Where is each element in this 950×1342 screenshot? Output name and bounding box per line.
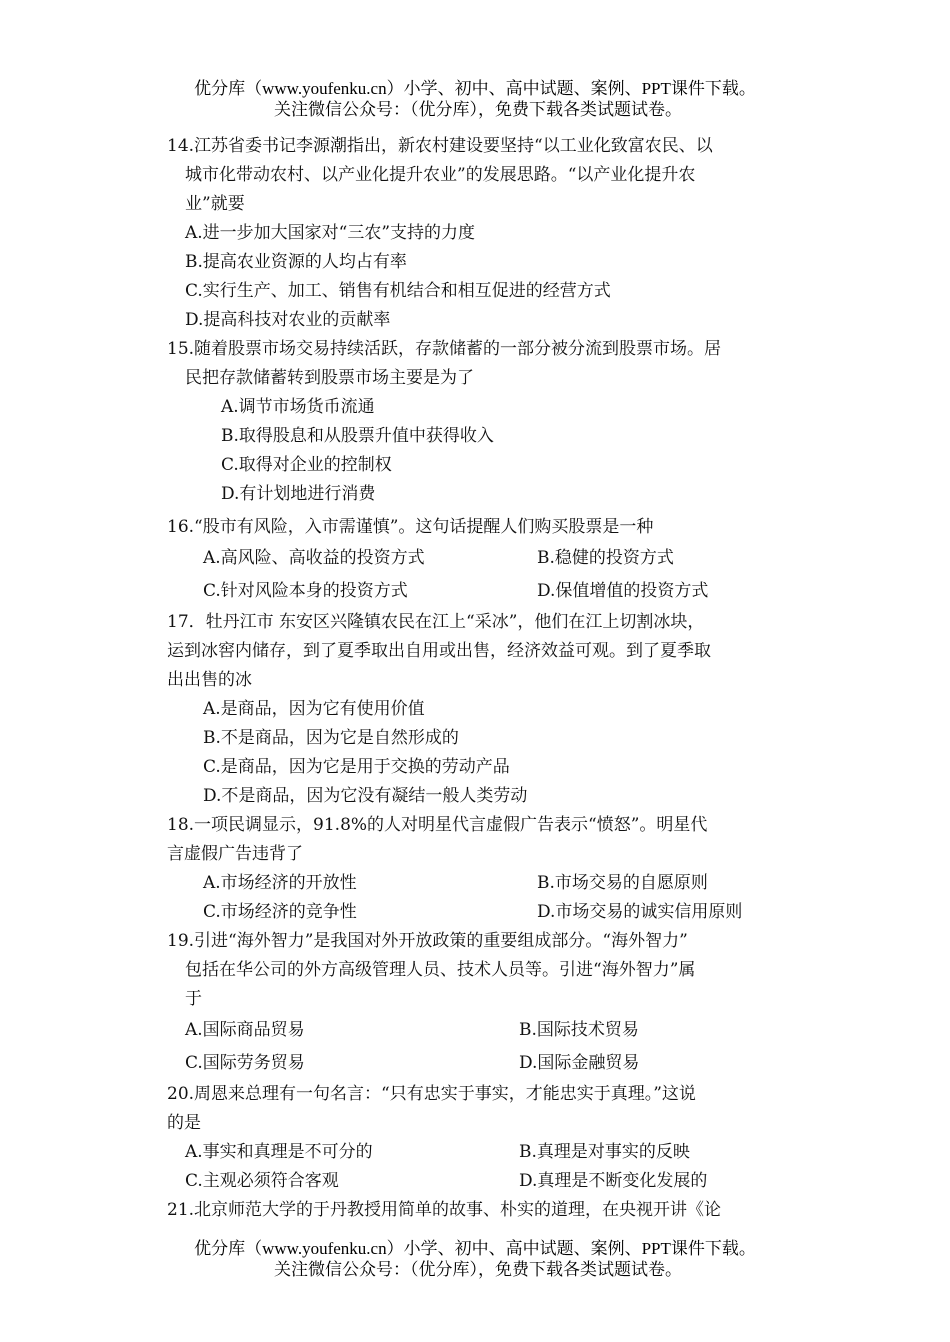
question-16-stem-line: 16.“股市有风险，入市需谨慎”。这句话提醒人们购买股票是一种 — [167, 517, 654, 537]
question-18-options-row — [167, 898, 792, 927]
footer-line-1: 优分库（www.youfenku.cn）小学、初中、高中试题、案例、PPT课件下载。 — [194, 1239, 756, 1258]
question-14-option-c: C.实行生产、加工、销售有机结合和相互促进的经营方式 — [185, 281, 611, 301]
question-14 — [167, 132, 792, 335]
question-14-stem-line: 14.江苏省委书记李源潮指出，新农村建设要坚持“以工业化致富农民、以 — [167, 136, 713, 156]
question-20-option-a: A.事实和真理是不可分的 — [185, 1142, 373, 1162]
question-15-option-d: D.有计划地进行消费 — [221, 484, 376, 504]
question-16-option-d: D.保值增值的投资方式 — [537, 581, 709, 601]
question-16-option-a: A.高风险、高收益的投资方式 — [203, 548, 425, 568]
question-21 — [167, 1196, 792, 1225]
question-19-options-row — [167, 1014, 792, 1047]
question-17-option-a: A.是商品，因为它有使用价值 — [203, 699, 425, 719]
question-14-option-a: A.进一步加大国家对“三农”支持的力度 — [185, 223, 476, 243]
question-17-option-d: D.不是商品，因为它没有凝结一般人类劳动 — [203, 786, 528, 806]
question-14-stem-line: 业”就要 — [185, 194, 245, 214]
question-20-option-d: D.真理是不断变化发展的 — [519, 1171, 708, 1191]
question-21-stem-line: 21.北京师范大学的于丹教授用简单的故事、朴实的道理，在央视开讲《论 — [167, 1200, 722, 1220]
question-17-stem-line: 出出售的冰 — [167, 670, 252, 690]
question-20-stem-line: 的是 — [167, 1113, 201, 1133]
header-line-1: 优分库（www.youfenku.cn）小学、初中、高中试题、案例、PPT课件下载。 — [194, 79, 756, 98]
question-20-option-c: C.主观必须符合客观 — [185, 1171, 339, 1191]
question-16-options-row — [167, 575, 792, 608]
question-20-options-row — [167, 1167, 792, 1196]
question-19-option-d: D.国际金融贸易 — [519, 1053, 640, 1073]
question-18-option-d: D.市场交易的诚实信用原则 — [537, 902, 743, 922]
question-17 — [167, 608, 792, 811]
question-19-option-a: A.国际商品贸易 — [185, 1020, 305, 1040]
question-16-options-row — [167, 542, 792, 575]
question-18-options-row — [167, 869, 792, 898]
question-15-option-b: B.取得股息和从股票升值中获得收入 — [221, 426, 494, 446]
question-15-option-c: C.取得对企业的控制权 — [221, 455, 392, 475]
question-list — [167, 132, 792, 1225]
question-14-option-d: D.提高科技对农业的贡献率 — [185, 310, 391, 330]
question-18-stem-line: 言虚假广告违背了 — [167, 844, 303, 864]
question-17-option-b: B.不是商品，因为它是自然形成的 — [203, 728, 459, 748]
question-19-option-c: C.国际劳务贸易 — [185, 1053, 305, 1073]
question-15-option-a: A.调节市场货币流通 — [221, 397, 375, 417]
question-18 — [167, 811, 792, 927]
question-20-options-row — [167, 1138, 792, 1167]
header-line-2: 关注微信公众号：（优分库），免费下载各类试题试卷。 — [274, 100, 682, 119]
page-footer — [0, 1238, 950, 1280]
page-header — [0, 78, 950, 120]
question-18-option-c: C.市场经济的竞争性 — [203, 902, 357, 922]
question-15-stem-line: 15.随着股票市场交易持续活跃，存款储蓄的一部分被分流到股票市场。居 — [167, 339, 722, 359]
footer-line-2: 关注微信公众号：（优分库），免费下载各类试题试卷。 — [274, 1260, 682, 1279]
question-16 — [167, 509, 792, 608]
question-19-options-row — [167, 1047, 792, 1080]
question-14-option-b: B.提高农业资源的人均占有率 — [185, 252, 407, 272]
question-17-stem-line: 运到冰窖内储存，到了夏季取出自用或出售，经济效益可观。到了夏季取 — [167, 641, 711, 661]
question-19 — [167, 927, 792, 1080]
question-17-stem-line: 17．牡丹江市 东安区兴隆镇农民在江上“采冰”，他们在江上切割冰块， — [167, 612, 705, 632]
question-19-stem-line: 包括在华公司的外方高级管理人员、技术人员等。引进“海外智力”属 — [185, 960, 696, 980]
question-17-option-c: C.是商品，因为它是用于交换的劳动产品 — [203, 757, 510, 777]
question-16-option-c: C.针对风险本身的投资方式 — [203, 581, 408, 601]
question-20-option-b: B.真理是对事实的反映 — [519, 1142, 690, 1162]
question-19-stem-line: 于 — [185, 989, 202, 1009]
question-18-option-b: B.市场交易的自愿原则 — [537, 873, 708, 893]
question-16-option-b: B.稳健的投资方式 — [537, 548, 674, 568]
question-18-stem-line: 18.一项民调显示，91.8%的人对明星代言虚假广告表示“愤怒”。明星代 — [167, 815, 708, 835]
question-20 — [167, 1080, 792, 1196]
question-19-option-b: B.国际技术贸易 — [519, 1020, 639, 1040]
question-18-option-a: A.市场经济的开放性 — [203, 873, 357, 893]
question-14-stem-line: 城市化带动农村、以产业化提升农业”的发展思路。“以产业化提升农 — [185, 165, 696, 185]
question-15 — [167, 335, 792, 509]
question-20-stem-line: 20.周恩来总理有一句名言：“只有忠实于事实，才能忠实于真理。”这说 — [167, 1084, 696, 1104]
question-15-stem-line: 民把存款储蓄转到股票市场主要是为了 — [185, 368, 474, 388]
question-19-stem-line: 19.引进“海外智力”是我国对外开放政策的重要组成部分。“海外智力” — [167, 931, 688, 951]
